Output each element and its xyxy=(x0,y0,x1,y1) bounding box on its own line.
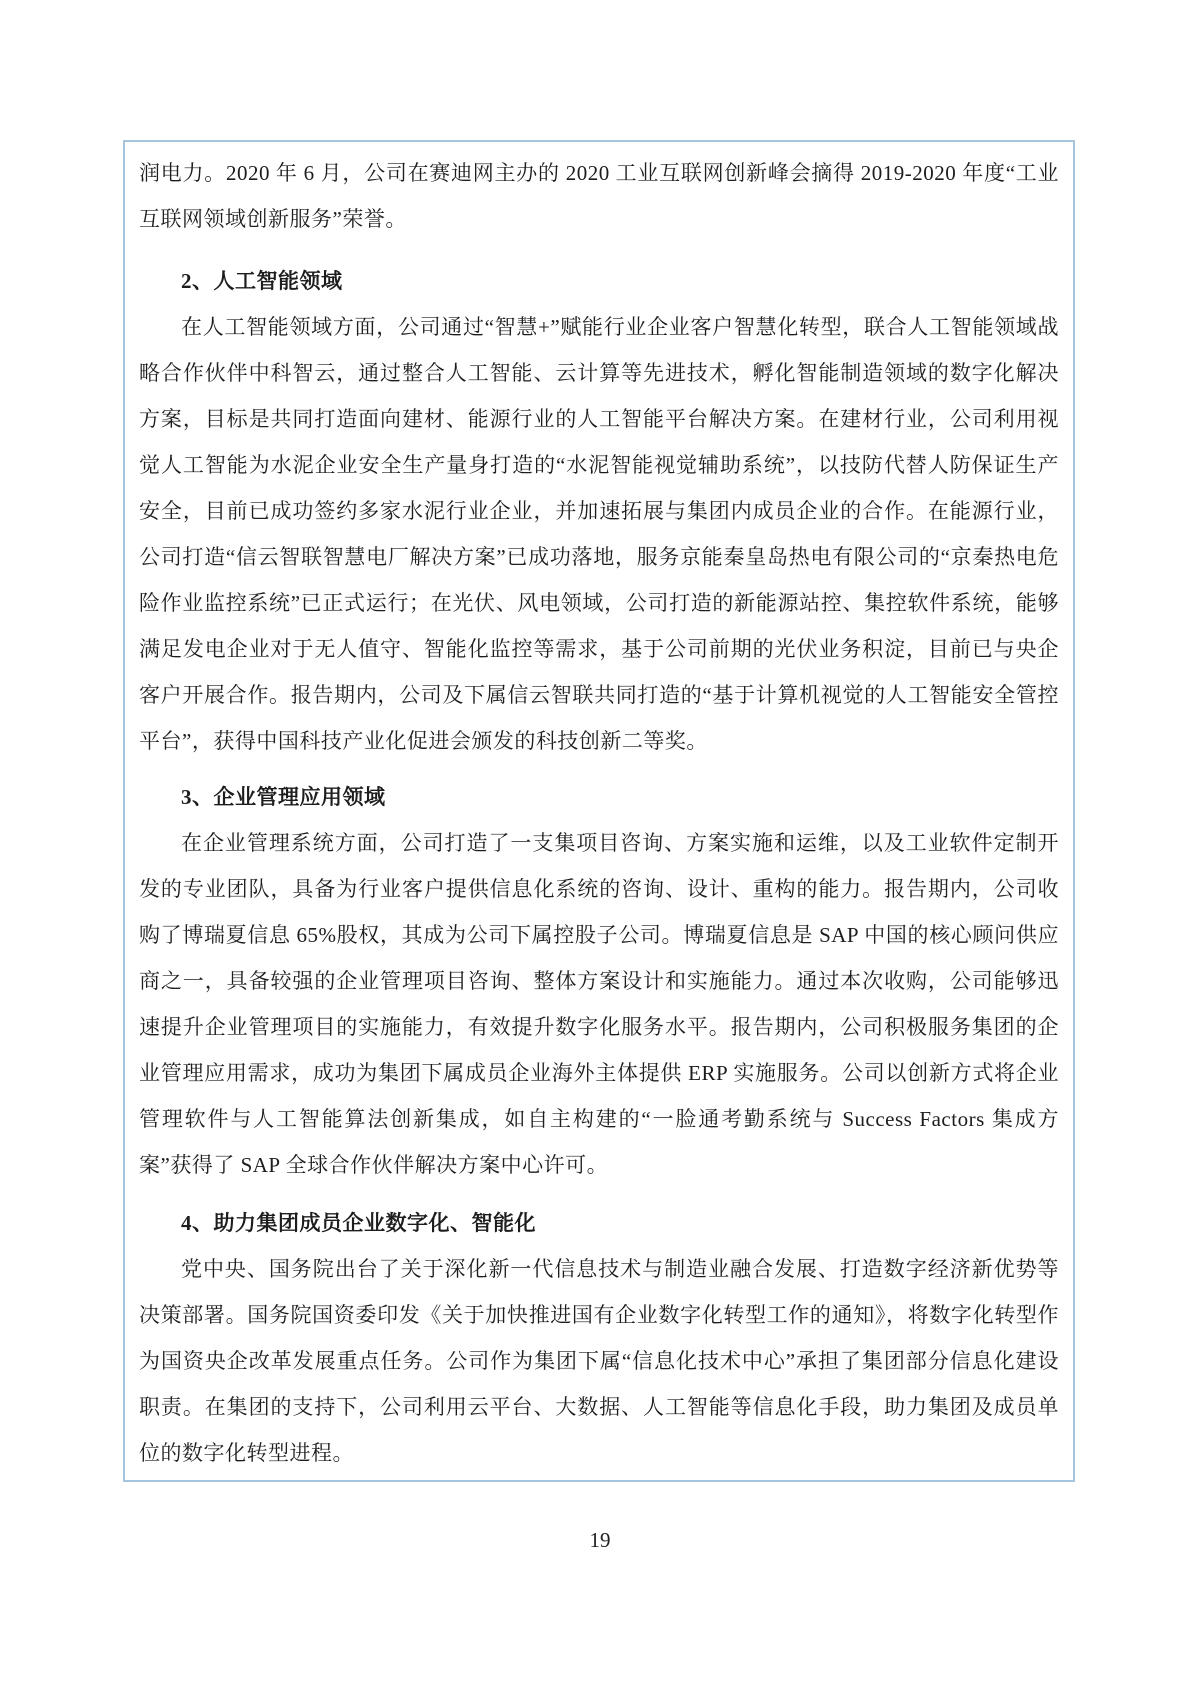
report-text-frame xyxy=(123,140,1075,1482)
section-heading-enterprise-management: 3、企业管理应用领域 xyxy=(181,785,386,809)
section-ai xyxy=(139,258,1059,764)
section-heading-ai: 2、人工智能领域 xyxy=(181,269,343,293)
intro-paragraph: 润电力。2020 年 6 月，公司在赛迪网主办的 2020 工业互联网创新峰会摘得 2019-2020 年度“工业互联网领域创新服务”荣誉。 xyxy=(139,161,1059,231)
section-enterprise-management xyxy=(139,774,1059,1188)
section-paragraph-group-digitalization: 党中央、国务院出台了关于深化新一代信息技术与制造业融合发展、打造数字经济新优势等决策部署。国务院国资委印发《关于加快推进国有企业数字化转型工作的通知》，将数字化转型作为国资央企改革发展重点任务。公司作为集团下属“信息化技术中心”承担了集团部分信息化建设职责。在集团的支持下，公司利用云平台、大数据、人工智能等信息化手段，助力集团及成员单位的数字化转型进程。 xyxy=(139,1257,1059,1465)
section-heading-group-digitalization: 4、助力集团成员企业数字化、智能化 xyxy=(181,1211,536,1235)
section-paragraph-ai: 在人工智能领域方面，公司通过“智慧+”赋能行业企业客户智慧化转型，联合人工智能领域战略合作伙伴中科智云，通过整合人工智能、云计算等先进技术，孵化智能制造领域的数字化解决方案，目标是共同打造面向建材、能源行业的人工智能平台解决方案。在建材行业，公司利用视觉人工智能为水泥企业安全生产量身打造的“水泥智能视觉辅助系统”，以技防代替人防保证生产安全，目前已成功签约多家水泥行业企业，并加速拓展与集团内成员企业的合作。在能源行业，公司打造“信云智联智慧电厂解决方案”已成功落地，服务京能秦皇岛热电有限公司的“京秦热电危险作业监控系统”已正式运行；在光伏、风电领域，公司打造的新能源站控、集控软件系统，能够满足发电企业对于无人值守、智能化监控等需求，基于公司前期的光伏业务积淀，目前已与央企客户开展合作。报告期内，公司及下属信云智联共同打造的“基于计算机视觉的人工智能安全管控平台”，获得中国科技产业化促进会颁发的科技创新二等奖。 xyxy=(139,315,1059,753)
section-paragraph-enterprise-management: 在企业管理系统方面，公司打造了一支集项目咨询、方案实施和运维，以及工业软件定制开发的专业团队，具备为行业客户提供信息化系统的咨询、设计、重构的能力。报告期内，公司收购了博瑞夏信息 65%股权，其成为公司下属控股子公司。博瑞夏信息是 SAP 中国的核心顾问供应商之一，具备较强的企业管理项目咨询、整体方案设计和实施能力。通过本次收购，公司能够迅速提升企业管理项目的实施能力，有效提升数字化服务水平。报告期内，公司积极服务集团的企业管理应用需求，成功为集团下属成员企业海外主体提供 ERP 实施服务。公司以创新方式将企业管理软件与人工智能算法创新集成，如自主构建的“一脸通考勤系统与 Success Factors 集成方案”获得了 SAP 全球合作伙伴解决方案中心许可。 xyxy=(139,831,1059,1177)
section-group-digitalization xyxy=(139,1200,1059,1476)
page-number: 19 xyxy=(589,1528,611,1552)
